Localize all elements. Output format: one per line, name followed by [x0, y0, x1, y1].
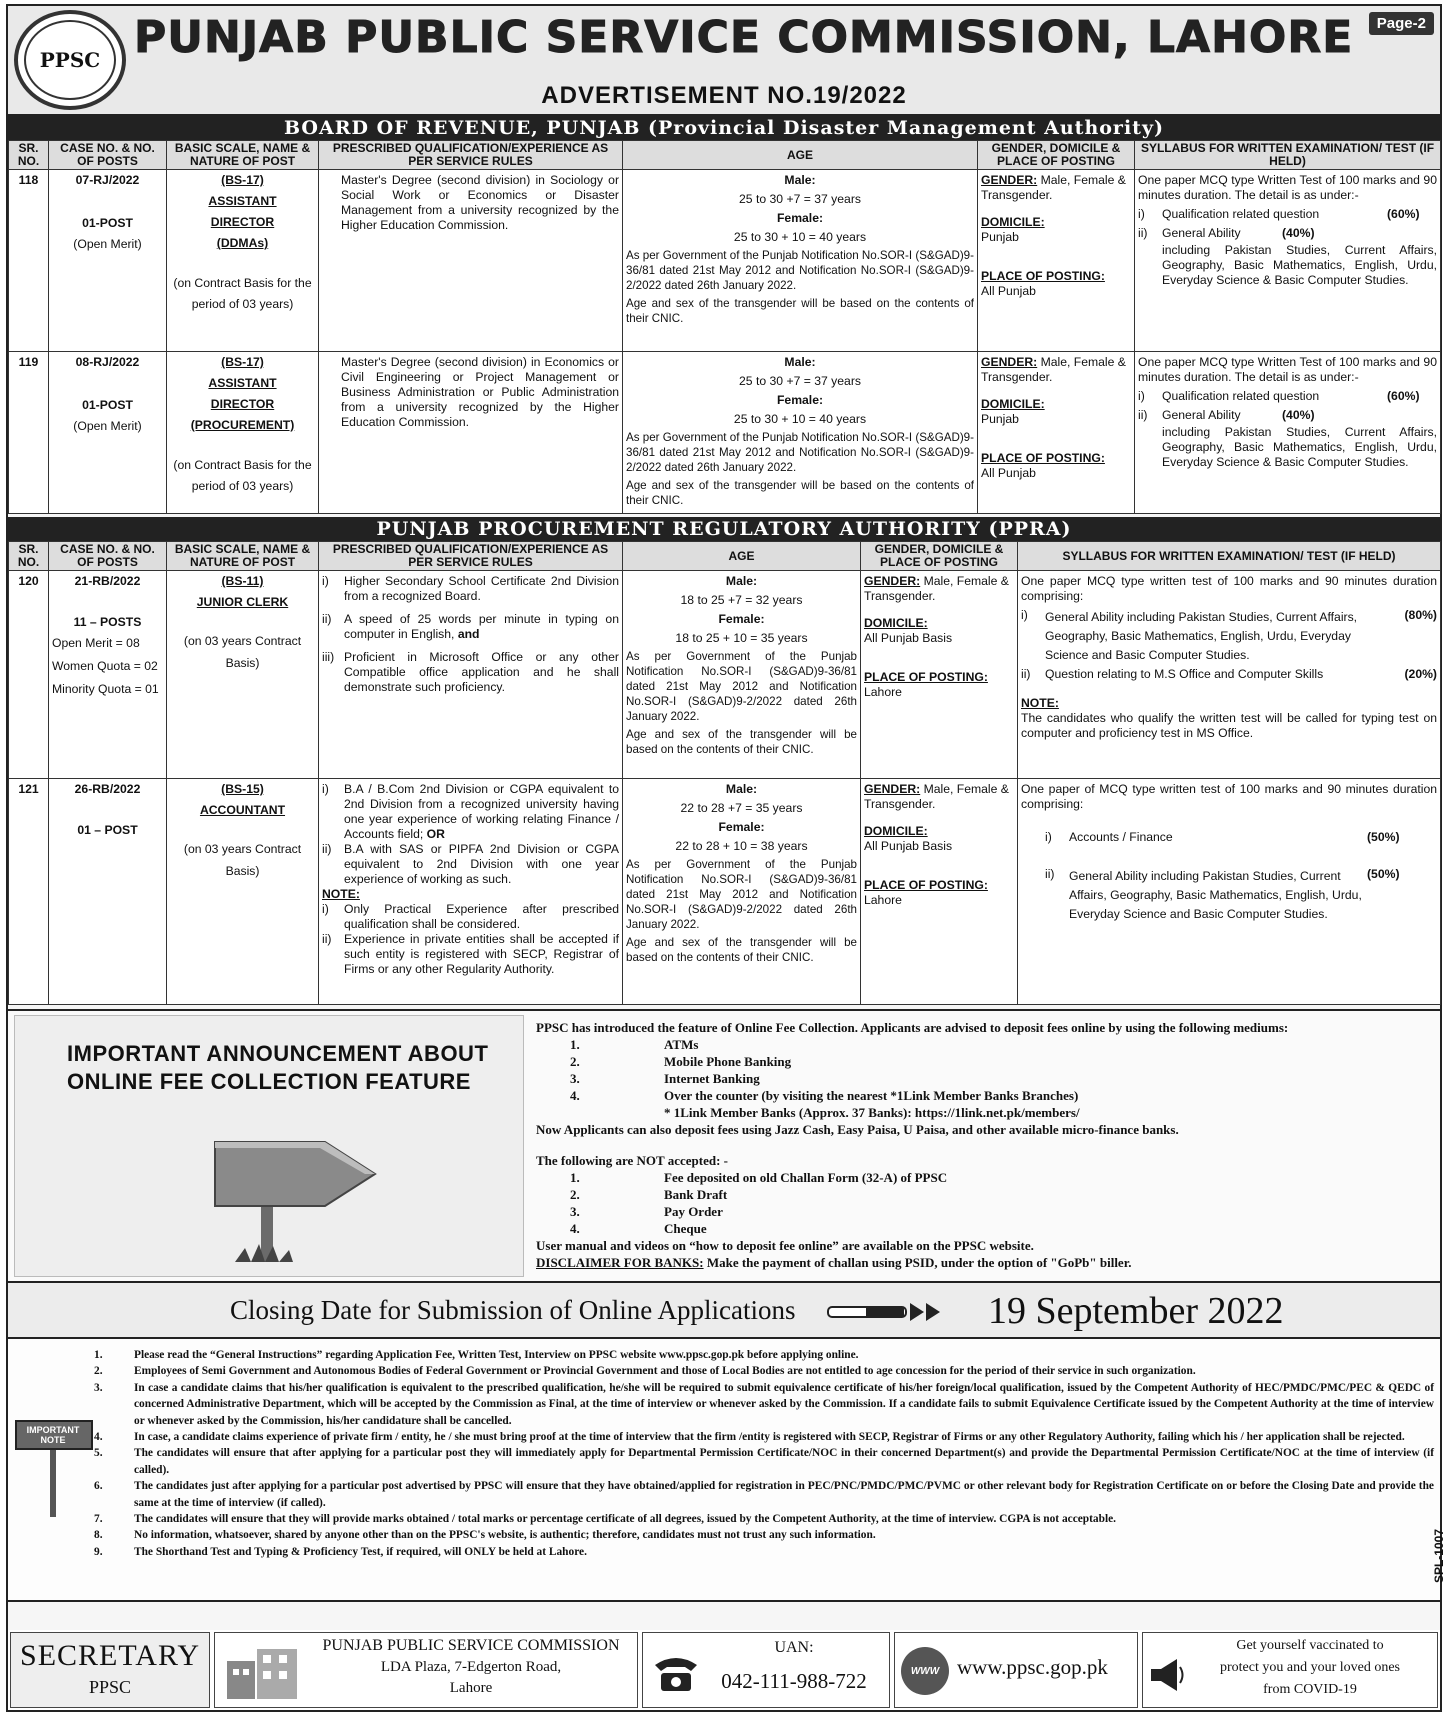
syllabus-intro: One paper of MCQ type written test of 100 marks and 90 minutes duration comprising:: [1021, 782, 1437, 811]
quota-minority: Minority Quota = 01: [52, 682, 159, 696]
sr-no: 121: [9, 779, 49, 1005]
note-item: 3. In case a candidate claims that his/her qualification is equivalent to the prescribed qualification, he/she will be required to submit equivalence certificate of his/her foreign/local qualification, issued by the Competent Authority of HEC/PMDC/PMC/PEC & QEDC of concerned Administrative Department, which will be accepted by the Commission as Final, at the time of interview or whenever asked by the Commission. If a candidate fails to submit Equivalence Certificate issued by the Competent Authority at the time of interview or whenever asked by the Commission, his/her candidature shall be cancelled.: [94, 1380, 1434, 1429]
closing-label: Closing Date for Submission of Online Applications: [230, 1295, 796, 1325]
syllabus-item: Qualification related question: [1162, 207, 1320, 221]
vaccine-text-1: Get yourself vaccinated to: [1236, 1638, 1384, 1653]
table-row: [9, 779, 1441, 1005]
announcement-panel: [14, 1015, 524, 1277]
syllabus-pct: (50%): [1367, 867, 1400, 881]
uan-box: [642, 1632, 890, 1708]
scale-cell: [167, 170, 319, 352]
age-female: 18 to 25 + 10 = 35 years: [675, 631, 808, 645]
col-qualification: PRESCRIBED QUALIFICATION/EXPERIENCE AS PER SERVICE RULES: [319, 141, 623, 170]
not-accepted-heading: The following are NOT accepted: -: [536, 1153, 728, 1168]
posting-label: PLACE OF POSTING:: [864, 878, 988, 892]
domicile: All Punjab Basis: [864, 839, 953, 853]
quota-women: Women Quota = 02: [52, 659, 158, 673]
domicile: All Punjab Basis: [864, 631, 953, 645]
table-row: [9, 170, 1441, 352]
quota-open-merit: Open Merit = 08: [52, 636, 140, 650]
posting: Lahore: [864, 685, 902, 699]
medium-item: Over the counter (by visiting the nearest *1Link Member Banks Branches): [664, 1088, 1079, 1103]
domicile: Punjab: [981, 230, 1019, 244]
age-female-label: Female:: [718, 612, 765, 626]
qualification-item: A speed of 25 words per minute in typing on computer in English,: [344, 612, 619, 641]
note-item: 8. No information, whatsoever, shared by anyone other than on the PPSC's website, is authentic; therefore, candidates must not trust any such information.: [94, 1527, 1434, 1543]
basic-scale: (BS-17): [221, 355, 264, 369]
sr-no: 120: [9, 571, 49, 779]
gender-label: GENDER:: [864, 782, 921, 796]
basic-scale: (BS-15): [221, 782, 264, 796]
post-name-3: (PROCUREMENT): [190, 418, 295, 432]
important-note-sign-icon: [14, 1399, 94, 1519]
domicile-label: DOMICILE:: [981, 397, 1045, 411]
qualification-item: B.A with SAS or PIPFA 2nd Division or CGPA equivalent to 2nd Division with one year experience of working as such.: [344, 842, 619, 886]
arrow-signpost-icon: [205, 1112, 385, 1272]
age-female-label: Female:: [776, 211, 824, 225]
age-male: 25 to 30 +7 = 37 years: [739, 374, 861, 388]
scale-cell: [167, 779, 319, 1005]
merit: (Open Merit): [73, 419, 142, 433]
col-syllabus: SYLLABUS FOR WRITTEN EXAMINATION/ TEST (IF HELD): [1135, 141, 1441, 170]
col-sr: SR. NO.: [9, 542, 49, 571]
not-accepted-item: Bank Draft: [664, 1187, 728, 1202]
building-icon: [223, 1641, 303, 1701]
telephone-icon: [651, 1651, 701, 1695]
age-male: 22 to 28 +7 = 35 years: [680, 801, 803, 815]
gender-cell: [861, 571, 1018, 779]
post-name: ACCOUNTANT: [199, 803, 286, 817]
age-male-label: Male:: [784, 173, 816, 187]
age-female-label: Female:: [718, 820, 765, 834]
note-text: Employees of Semi Government and Autonomous Bodies of Federal Government or Provincial Government and those of Local Bodies are not entitled to age concession for the period of their service in such organization.: [134, 1365, 1196, 1378]
qualification: [319, 170, 623, 352]
note-item: 2. Employees of Semi Government and Autonomous Bodies of Federal Government or Provincial Government and those of Local Bodies are not entitled to age concession for the period of their service in such organization.: [94, 1363, 1434, 1379]
syllabus-intro: One paper MCQ type written test of 100 marks and 90 minutes duration comprising:: [1021, 574, 1437, 603]
notes-list: [94, 1347, 1434, 1560]
domicile-label: DOMICILE:: [864, 824, 928, 838]
basic-scale: (BS-17): [221, 173, 264, 187]
posting-label: PLACE OF POSTING:: [981, 269, 1105, 283]
case-no: 08-RJ/2022: [75, 355, 140, 369]
important-note-sign: IMPORTANT NOTE: [26, 1425, 80, 1445]
case-cell: [49, 571, 167, 779]
case-cell: [49, 779, 167, 1005]
age-cell: [623, 352, 978, 514]
age-cell: [623, 779, 861, 1005]
qualification-note: Only Practical Experience after prescribed qualification shall be considered.: [344, 902, 619, 931]
age-cell: [623, 170, 978, 352]
announcement-text: PPSC has introduced the feature of Online Fee Collection. Applicants are advised to deposit fees online by using the following mediums: 1. ATMs 2. Mobile Phone Banking 3. Internet Banking 4. Over the counter (by visiting the nearest *1Link Member Banks Branches) * 1Link Member Banks (Approx. 37 Banks): https://1link.net.pk/members/ Now Applicants can also deposit fees using Jazz Cash, Easy Paisa, U Paisa, and other available micro-finance banks. The following are NOT accepted: - 1. Fee deposited on old Challan Form (32-A) of PPSC 2. Bank Draft 3. Pay Order 4. Cheque User manual and videos on “how to deposit fee online” are available on the PPSC website. DISCLAIMER FOR BANKS: Make the payment of challan using PSID, under the option of "GoPb" biller.: [536, 1019, 1436, 1271]
note-text: Please read the “General Instructions” regarding Application Fee, Written Test, Interview on PPSC website www.ppsc.gop.pk before applying online.: [134, 1349, 859, 1361]
col-case: CASE NO. & NO. OF POSTS: [49, 141, 167, 170]
qualification-note: Experience in private entities shall be accepted if such entity is registered with SECP, Registrar of Firms or any other Regularity Authority.: [344, 932, 619, 976]
syllabus-pct: (60%): [1387, 207, 1420, 221]
advertisement-number: ADVERTISEMENT NO.19/2022: [541, 82, 907, 109]
merit: (Open Merit): [73, 237, 142, 251]
syllabus-item: General Ability including Pakistan Studies, Current Affairs, Geography, Basic Mathematics, English, Urdu, Everyday Science and Basic Computer Studies.: [1045, 610, 1358, 662]
col-scale: BASIC SCALE, NAME & NATURE OF POST: [167, 141, 319, 170]
age-note: As per Government of the Punjab Notification No.SOR-I (S&GAD)9-36/81 dated 21st May 2012 and Notification No.SOR-I (S&GAD)9-2/2022 dated 26th January 2022.: [626, 249, 974, 292]
section-title-board-of-revenue: BOARD OF REVENUE, PUNJAB (Provincial Disaster Management Authority): [8, 116, 1440, 140]
www-globe-icon: [901, 1647, 949, 1695]
post-nature: (on Contract Basis for the period of 03 years): [173, 458, 312, 493]
member-banks-link[interactable]: * 1Link Member Banks (Approx. 37 Banks): https://1link.net.pk/members/: [664, 1105, 1080, 1120]
important-notes: [8, 1339, 1446, 1602]
case-cell: [49, 352, 167, 514]
post-name-1: ASSISTANT: [208, 376, 277, 390]
col-age: AGE: [623, 542, 861, 571]
posting: Lahore: [864, 893, 902, 907]
jobs-table-board-of-revenue: [8, 140, 1441, 514]
disclaimer: Make the payment of challan using PSID, under the option of "GoPb" biller.: [706, 1255, 1132, 1270]
age-note-transgender: Age and sex of the transgender will be based on the contents of their CNIC.: [626, 936, 857, 964]
gender: Male, Female & Transgender.: [864, 782, 1009, 811]
no-of-posts: 01-POST: [82, 398, 133, 412]
post-name-1: ASSISTANT: [208, 194, 277, 208]
vaccine-box: [1142, 1632, 1438, 1708]
qualification: i) B.A / B.Com 2nd Division or CGPA equivalent to 2nd Division from a recognized university having one year experience of working relating Finance / Accounts field; OR ii) B.A with SAS or PIPFA 2nd Division or CGPA equivalent to 2nd Division with one year experience of working as such. NOTE: i) Only Practical Experience after prescribed qualification shall be considered. ii) Experience in private entities shall be accepted if such entity is registered with SECP, Registrar of Firms or any other Regularity Authority.: [319, 779, 623, 1005]
no-of-posts: 01-POST: [82, 216, 133, 230]
age-male-label: Male:: [784, 355, 816, 369]
post-nature: (on 03 years Contract Basis): [183, 634, 302, 670]
gender: Male, Female & Transgender.: [981, 173, 1126, 202]
note-item: 5. The candidates will ensure that after applying for a particular post they will immediately apply for Departmental Permission Certificate/NOC in their concerned Department(s) and provide the Departmental Permission Certificate/NOC at the time of interview (if called).: [94, 1445, 1434, 1478]
age-male-label: Male:: [725, 782, 758, 796]
domicile: Punjab: [981, 412, 1019, 426]
age-note: As per Government of the Punjab Notification No.SOR-I (S&GAD)9-36/81 dated 21st May 2012 and Notification No.SOR-I (S&GAD)9-2/2022 dated 26th January 2022.: [626, 650, 857, 723]
qualification: i) Higher Secondary School Certificate 2nd Division from a recognized Board. ii) A speed of 25 words per minute in typing on computer in English, and iii) Proficient in Microsoft Office or any other Compatible office application and he shall demonstrate such proficiency.: [319, 571, 623, 779]
qualification-item: Proficient in Microsoft Office or any other Compatible office application and he shall demonstrate such proficiency.: [344, 650, 619, 694]
spl-code: SPL-1007: [1432, 1529, 1446, 1584]
note-text: The Shorthand Test and Typing & Proficiency Test, if required, will ONLY be held at Lahore.: [134, 1545, 587, 1558]
age-note: As per Government of the Punjab Notification No.SOR-I (S&GAD)9-36/81 dated 21st May 2012 and Notification No.SOR-I (S&GAD)9-2/2022 dated 26th January 2022.: [626, 858, 857, 931]
medium-item: Internet Banking: [664, 1071, 760, 1086]
gender-label: GENDER:: [864, 574, 921, 588]
scale-cell: [167, 571, 319, 779]
post-name: JUNIOR CLERK: [196, 595, 289, 609]
website-link[interactable]: www.ppsc.gop.pk: [957, 1655, 1108, 1679]
advertisement-page: [6, 4, 1446, 1712]
post-nature: (on Contract Basis for the period of 03 years): [173, 276, 312, 311]
syllabus-item: General Ability: [1162, 408, 1241, 422]
post-name-2: DIRECTOR: [210, 397, 275, 411]
sr-no: 119: [9, 352, 49, 514]
note-text: In case, a candidate claims experience of private firm / entity, he / she must bring proof at the time of interview that the firm /entity is registered with SECP, Registrar of Firms or any other Regulatory Authority, failing which his / her application shall be rejected.: [134, 1431, 1405, 1444]
note-text: The candidates will ensure that they will provide marks obtained / total marks or percentage certificate of all degrees, issued by the Competent Authority, at the time of interview. CGPA is not acceptable.: [134, 1513, 1117, 1526]
posting-label: PLACE OF POSTING:: [981, 451, 1105, 465]
syllabus-cell: One paper MCQ type Written Test of 100 marks and 90 minutes duration. The detail is as under:- i) Qualification related question (60%) ii) General Ability (40%) including Pakistan Studies, Current Affairs, Geography, Basic Mathematics, English, Urdu, Everyday Science & Basic Computer Studies.: [1135, 170, 1441, 352]
qualification-text: Master's Degree (second division) in Economics or Civil Engineering or Project Management or Business Administration or Public Administration from a university recognized by the Higher Education Commission.: [341, 355, 619, 429]
qualification-or: OR: [426, 827, 445, 841]
gender-cell: [978, 170, 1135, 352]
uan-number[interactable]: 042-111-988-722: [721, 1669, 867, 1693]
gender-label: GENDER:: [981, 173, 1038, 187]
syllabus-pct: (50%): [1367, 830, 1400, 844]
note-item: 9. The Shorthand Test and Typing & Proficiency Test, if required, will ONLY be held at Lahore.: [94, 1544, 1434, 1560]
jobs-table-ppra: [8, 541, 1441, 1005]
domicile-label: DOMICILE:: [981, 215, 1045, 229]
age-male: 18 to 25 +7 = 32 years: [680, 593, 803, 607]
syllabus-pct: (40%): [1282, 226, 1315, 240]
basic-scale: (BS-11): [221, 574, 264, 588]
section-title-ppra: PUNJAB PROCUREMENT REGULATORY AUTHORITY (PPRA): [8, 517, 1440, 541]
table-row: [9, 571, 1441, 779]
col-gender: GENDER, DOMICILE & PLACE OF POSTING: [861, 542, 1018, 571]
org-name: PUNJAB PUBLIC SERVICE COMMISSION: [322, 1637, 620, 1654]
syllabus-cell: One paper of MCQ type written test of 100 marks and 90 minutes duration comprising: i) Accounts / Finance (50%) ii) General Ability including Pakistan Studies, Current Affairs, Geography, Basic Mathematics, English, Urdu, Everyday Science and Basic Computer Studies. (50%): [1018, 779, 1441, 1005]
pen-arrow-icon: [826, 1297, 946, 1327]
note-item: 4. In case, a candidate claims experience of private firm / entity, he / she must bring proof at the time of interview that the firm /entity is registered with SECP, Registrar of Firms or any other Regulatory Authority, failing which his / her application shall be rejected.: [94, 1429, 1434, 1445]
note-text: In case a candidate claims that his/her qualification is equivalent to the prescribed qualification, he/she will be required to submit equivalence certificate of his/her foreign/local qualification, issued by the Competent Authority of HEC/PMDC/PMC/PEC & QEDC of concerned Administrative Department, which will be accepted by the Commission as Final, at the time of interview or whenever asked by the Commission. If a candidate fails to submit Equivalence Certificate issued by the Competent Authority at the time of interview or whenever asked by the Commission, his/her candidature shall be cancelled.: [134, 1381, 1434, 1427]
syllabus-item: General Ability including Pakistan Studies, Current Affairs, Geography, Basic Mathematics, English, Urdu, Everyday Science and Basic Computer Studies.: [1069, 869, 1362, 921]
disclaimer-label: DISCLAIMER FOR BANKS:: [536, 1255, 704, 1270]
secretary-ppsc: PPSC: [88, 1677, 132, 1697]
vaccine-text-2: protect you and your loved ones: [1219, 1660, 1400, 1675]
age-note: As per Government of the Punjab Notification No.SOR-I (S&GAD)9-36/81 dated 21st May 2012 and Notification No.SOR-I (S&GAD)9-2/2022 dated 26th January 2022.: [626, 431, 974, 474]
page-badge: Page-2: [1369, 12, 1434, 35]
page-title: PUNJAB PUBLIC SERVICE COMMISSION, LAHORE: [134, 12, 1354, 63]
table-header-row: [9, 542, 1441, 571]
age-male: 25 to 30 +7 = 37 years: [739, 192, 861, 206]
case-no: 07-RJ/2022: [75, 173, 140, 187]
note-item: 6. The candidates just after applying for a particular post advertised by PPSC will ensure that they have obtained/applied for registration in PEC/PNC/PMDC/PMC/PVMC or other relevant body for Registration Certificate on or before the Closing Date and provide the same at the time of interview (if called).: [94, 1478, 1434, 1511]
post-name-3: (DDMAs): [216, 236, 269, 250]
gender-cell: [861, 779, 1018, 1005]
gender-label: GENDER:: [981, 355, 1038, 369]
note-text: No information, whatsoever, shared by anyone other than on the PPSC's website, is authentic; therefore, candidates must not trust any such information.: [134, 1529, 876, 1542]
gender: Male, Female & Transgender.: [981, 355, 1126, 384]
syllabus-cell: One paper MCQ type Written Test of 100 marks and 90 minutes duration. The detail is as under:- i) Qualification related question (60%) ii) General Ability (40%) including Pakistan Studies, Current Affairs, Geography, Basic Mathematics, English, Urdu, Everyday Science & Basic Computer Studies.: [1135, 352, 1441, 514]
syllabus-detail: including Pakistan Studies, Current Affairs, Geography, Basic Mathematics, English, Urdu, Everyday Science & Basic Computer Studies.: [1162, 425, 1437, 469]
announcement-heading-2: ONLINE FEE COLLECTION FEATURE: [67, 1069, 471, 1094]
www-text: WWW: [910, 1665, 940, 1677]
post-nature: (on 03 years Contract Basis): [183, 842, 302, 878]
syllabus-pct: (20%): [1404, 667, 1437, 681]
scale-cell: [167, 352, 319, 514]
syllabus-note: The candidates who qualify the written test will be called for typing test on computer and proficiency test in MS Office.: [1021, 711, 1437, 740]
medium-item: ATMs: [664, 1037, 699, 1052]
col-age: AGE: [623, 141, 978, 170]
not-accepted-item: Cheque: [664, 1221, 707, 1236]
table-row: [9, 352, 1441, 514]
age-male-label: Male:: [725, 574, 758, 588]
not-accepted-item: Pay Order: [664, 1204, 723, 1219]
not-accepted-item: Fee deposited on old Challan Form (32-A) of PPSC: [664, 1170, 948, 1185]
logo-text: PPSC: [39, 48, 101, 72]
note-text: The candidates just after applying for a particular post advertised by PPSC will ensure that they have obtained/applied for registration in PEC/PNC/PMDC/PMC/PVMC or other relevant body for Registration Certificate on or before the Closing Date and provide the same at the time of interview (if called).: [134, 1480, 1434, 1509]
age-female: 25 to 30 + 10 = 40 years: [733, 412, 867, 426]
posting: All Punjab: [981, 466, 1036, 480]
col-gender: GENDER, DOMICILE & PLACE OF POSTING: [978, 141, 1135, 170]
post-name-2: DIRECTOR: [210, 215, 275, 229]
online-fee-announcement: [8, 1009, 1440, 1283]
gender-cell: [978, 352, 1135, 514]
col-sr: SR. NO.: [9, 141, 49, 170]
qualification: [319, 352, 623, 514]
qualification-text: Master's Degree (second division) in Sociology or Social Work or Economics or Disaster Management from a university recognized by the Higher Education Commission.: [341, 173, 619, 232]
syllabus-note-label: NOTE:: [1021, 696, 1059, 710]
syllabus-pct: (40%): [1282, 408, 1315, 422]
posting: All Punjab: [981, 284, 1036, 298]
age-note-transgender: Age and sex of the transgender will be based on the contents of their CNIC.: [626, 297, 974, 325]
address-line-2: Lahore: [449, 1680, 493, 1696]
col-case: CASE NO. & NO. OF POSTS: [49, 542, 167, 571]
case-no: 26-RB/2022: [74, 782, 141, 796]
syllabus-item: Accounts / Finance: [1069, 830, 1173, 844]
age-female: 22 to 28 + 10 = 38 years: [675, 839, 808, 853]
uan-label: UAN:: [774, 1639, 814, 1656]
case-no: 21-RB/2022: [74, 574, 141, 588]
qualification-note-label: NOTE:: [322, 887, 360, 901]
syllabus-pct: (60%): [1387, 389, 1420, 403]
qualification-item: B.A / B.Com 2nd Division or CGPA equivalent to 2nd Division from a recognized university having one year experience of working relating Finance / Accounts field;: [344, 782, 619, 841]
micro-finance-note: Now Applicants can also deposit fees using Jazz Cash, Easy Paisa, U Paisa, and other available micro-finance banks.: [536, 1122, 1179, 1137]
sr-no: 118: [9, 170, 49, 352]
col-scale: BASIC SCALE, NAME & NATURE OF POST: [167, 542, 319, 571]
note-text: The candidates will ensure that after applying for a particular post they will immediately apply for Departmental Permission Certificate/NOC in their concerned Department(s) and provide the Departmental Permission Certificate/NOC at the time of interview (if called).: [134, 1447, 1434, 1476]
no-of-posts: 11 – POSTS: [73, 615, 142, 629]
table-header-row: [9, 141, 1441, 170]
age-female-label: Female:: [776, 393, 824, 407]
syllabus-cell: One paper MCQ type written test of 100 marks and 90 minutes duration comprising: i) General Ability including Pakistan Studies, Current Affairs, Geography, Basic Mathematics, English, Urdu, Everyday Science and Basic Computer Studies. (80%) ii) Question relating to M.S Office and Computer Skills (20%) NOTE: The candidates who qualify the written test will be called for typing test on computer and proficiency test in MS Office.: [1018, 571, 1441, 779]
posting-label: PLACE OF POSTING:: [864, 670, 988, 684]
footer: [8, 1630, 1440, 1710]
case-cell: [49, 170, 167, 352]
note-item: 1. Please read the “General Instructions” regarding Application Fee, Written Test, Interview on PPSC website www.ppsc.gop.pk before applying online.: [94, 1347, 1434, 1363]
megaphone-icon: [1147, 1657, 1187, 1693]
syllabus-intro: One paper MCQ type Written Test of 100 marks and 90 minutes duration. The detail is as under:-: [1138, 355, 1437, 384]
closing-date: 19 September 2022: [988, 1290, 1284, 1332]
age-female: 25 to 30 + 10 = 40 years: [733, 230, 867, 244]
vaccine-text-3: from COVID-19: [1263, 1682, 1357, 1697]
header: [8, 6, 1440, 116]
secretary: SECRETARY: [20, 1639, 200, 1672]
closing-date-banner: [8, 1283, 1440, 1339]
col-qualification: PRESCRIBED QUALIFICATION/EXPERIENCE AS PER SERVICE RULES: [319, 542, 623, 571]
announcement-intro: PPSC has introduced the feature of Online Fee Collection. Applicants are advised to deposit fees online by using the following mediums:: [536, 1020, 1289, 1035]
secretary-box: [10, 1632, 210, 1708]
address-line-1: LDA Plaza, 7-Edgerton Road,: [380, 1659, 562, 1675]
syllabus-pct: (80%): [1404, 608, 1437, 622]
domicile-label: DOMICILE:: [864, 616, 928, 630]
syllabus-item: Question relating to M.S Office and Computer Skills: [1045, 667, 1324, 681]
announcement-heading-1: IMPORTANT ANNOUNCEMENT ABOUT: [67, 1041, 489, 1066]
qualification-and: and: [457, 627, 480, 641]
age-cell: [623, 571, 861, 779]
col-syllabus: SYLLABUS FOR WRITTEN EXAMINATION/ TEST (IF HELD): [1018, 542, 1441, 571]
gender: Male, Female & Transgender.: [864, 574, 1009, 603]
syllabus-item: General Ability: [1162, 226, 1241, 240]
qualification-item: Higher Secondary School Certificate 2nd Division from a recognized Board.: [344, 574, 619, 603]
no-of-posts: 01 – POST: [77, 823, 138, 837]
announcement-heading: [67, 1040, 488, 1096]
syllabus-detail: including Pakistan Studies, Current Affairs, Geography, Basic Mathematics, English, Urdu, Everyday Science & Basic Computer Studies.: [1162, 243, 1437, 287]
address-box: [214, 1632, 638, 1708]
age-note-transgender: Age and sex of the transgender will be based on the contents of their CNIC.: [626, 728, 857, 756]
user-manual-note: User manual and videos on “how to deposit fee online” are available on the PPSC website.: [536, 1238, 1034, 1253]
website-box: [894, 1632, 1138, 1708]
syllabus-item: Qualification related question: [1162, 389, 1320, 403]
note-item: 7. The candidates will ensure that they will provide marks obtained / total marks or percentage certificate of all degrees, issued by the Competent Authority, at the time of interview. CGPA is not acceptable.: [94, 1511, 1434, 1527]
age-note-transgender: Age and sex of the transgender will be based on the contents of their CNIC.: [626, 479, 974, 507]
syllabus-intro: One paper MCQ type Written Test of 100 marks and 90 minutes duration. The detail is as under:-: [1138, 173, 1437, 202]
medium-item: Mobile Phone Banking: [664, 1054, 792, 1069]
